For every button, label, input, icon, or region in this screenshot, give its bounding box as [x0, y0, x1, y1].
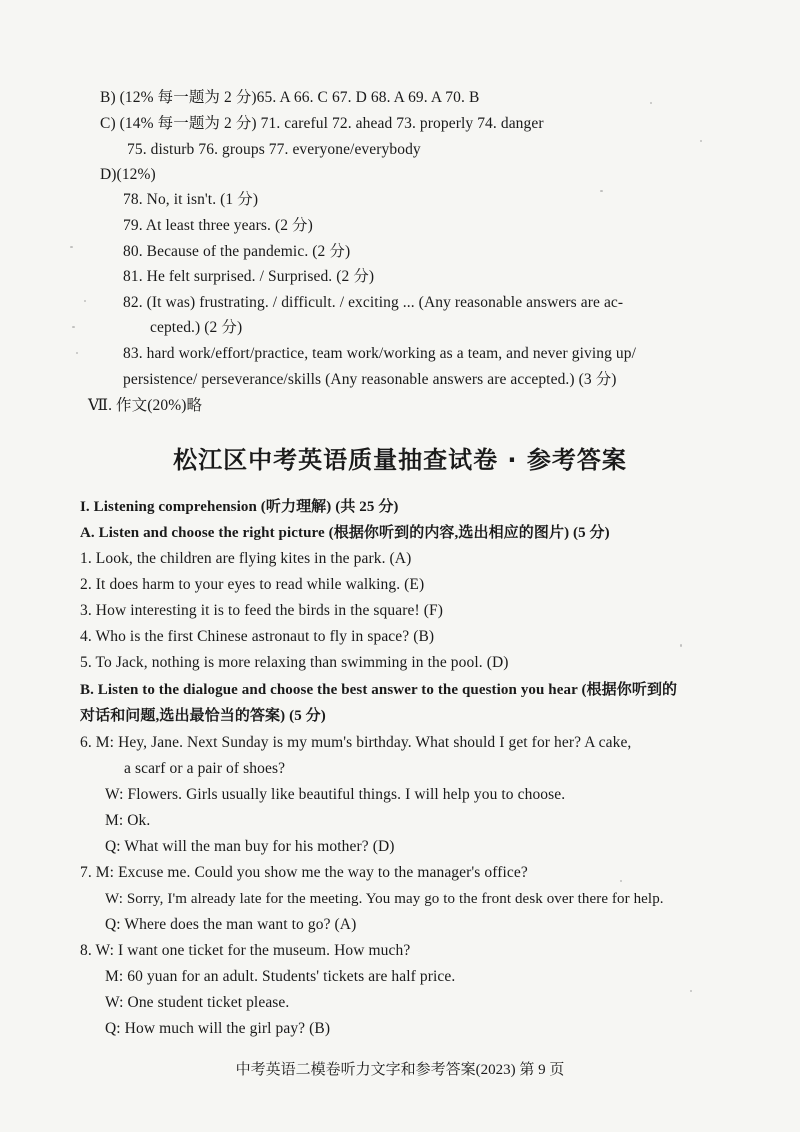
dialogue-6-question: Q: What will the man buy for his mother? (D) [105, 838, 395, 855]
dialogue-6-m3: M: Ok. [105, 812, 151, 829]
listening-a-1: 1. Look, the children are flying kites in the park. (A) [80, 550, 412, 567]
dialogue-7-m: 7. M: Excuse me. Could you show me the way to the manager's office? [80, 864, 528, 881]
page-footer: 中考英语二模卷听力文字和参考答案(2023) 第 9 页 [235, 1062, 565, 1078]
scan-speck [650, 102, 652, 104]
answer-82-line-1: 82. (It was) frustrating. / difficult. / exciting ... (Any reasonable answers are ac- [123, 294, 624, 311]
section-b-heading-2: 对话和问题,选出最恰当的答案) (5 分) [80, 708, 326, 724]
answer-82-line-2: cepted.) (2 分) [150, 319, 243, 336]
dialogue-8-m: M: 60 yuan for an adult. Students' tickets are half price. [105, 968, 456, 985]
section-b-heading-1: B. Listen to the dialogue and choose the best answer to the question you hear (根据你听到的 [80, 682, 678, 698]
scan-speck [690, 990, 692, 992]
dialogue-6-m1: 6. M: Hey, Jane. Next Sunday is my mum's birthday. What should I get for her? A cake, [80, 734, 632, 751]
page-title: 松江区中考英语质量抽查试卷 · 参考答案 [173, 446, 627, 474]
scan-speck [680, 644, 682, 647]
answer-81: 81. He felt surprised. / Surprised. (2 分) [123, 268, 375, 285]
scan-speck [620, 880, 622, 882]
section-listening-heading: I. Listening comprehension (听力理解) (共 25 分) [80, 499, 399, 515]
dialogue-6-m2: a scarf or a pair of shoes? [124, 760, 286, 777]
listening-a-2: 2. It does harm to your eyes to read while walking. (E) [80, 576, 425, 593]
answer-vii: Ⅶ. 作文(20%)略 [88, 397, 203, 414]
dialogue-7-question: Q: Where does the man want to go? (A) [105, 916, 357, 933]
answer-c-line-2: 75. disturb 76. groups 77. everyone/everybody [127, 141, 421, 158]
answer-83-line-2: persistence/ perseverance/skills (Any reasonable answers are accepted.) (3 分) [123, 371, 617, 388]
answer-80: 80. Because of the pandemic. (2 分) [123, 243, 351, 260]
scan-speck [72, 326, 75, 328]
dialogue-8-question: Q: How much will the girl pay? (B) [105, 1020, 331, 1037]
listening-a-4: 4. Who is the first Chinese astronaut to fly in space? (B) [80, 628, 435, 645]
scan-speck [84, 300, 86, 302]
answer-d-heading: D)(12%) [100, 166, 156, 183]
answer-c-line-1: C) (14% 每一题为 2 分) 71. careful 72. ahead 73. properly 74. danger [100, 115, 544, 132]
section-a-heading: A. Listen and choose the right picture (根据你听到的内容,选出相应的图片) (5 分) [80, 525, 610, 541]
scan-speck [76, 352, 78, 354]
answer-79: 79. At least three years. (2 分) [123, 217, 313, 234]
listening-a-3: 3. How interesting it is to feed the birds in the square! (F) [80, 602, 443, 619]
dialogue-6-w: W: Flowers. Girls usually like beautiful things. I will help you to choose. [105, 786, 566, 803]
answer-b-line: B) (12% 每一题为 2 分)65. A 66. C 67. D 68. A 69. A 70. B [100, 89, 480, 106]
scan-speck [700, 140, 702, 142]
scan-speck [600, 190, 603, 192]
dialogue-7-w: W: Sorry, I'm already late for the meeting. You may go to the front desk over there for help. [105, 891, 664, 907]
dialogue-8-w2: W: One student ticket please. [105, 994, 290, 1011]
listening-a-5: 5. To Jack, nothing is more relaxing than swimming in the pool. (D) [80, 654, 509, 671]
dialogue-8-w1: 8. W: I want one ticket for the museum. How much? [80, 942, 411, 959]
scan-speck [70, 246, 73, 248]
answer-83-line-1: 83. hard work/effort/practice, team work/working as a team, and never giving up/ [123, 345, 637, 362]
answer-78: 78. No, it isn't. (1 分) [123, 191, 259, 208]
